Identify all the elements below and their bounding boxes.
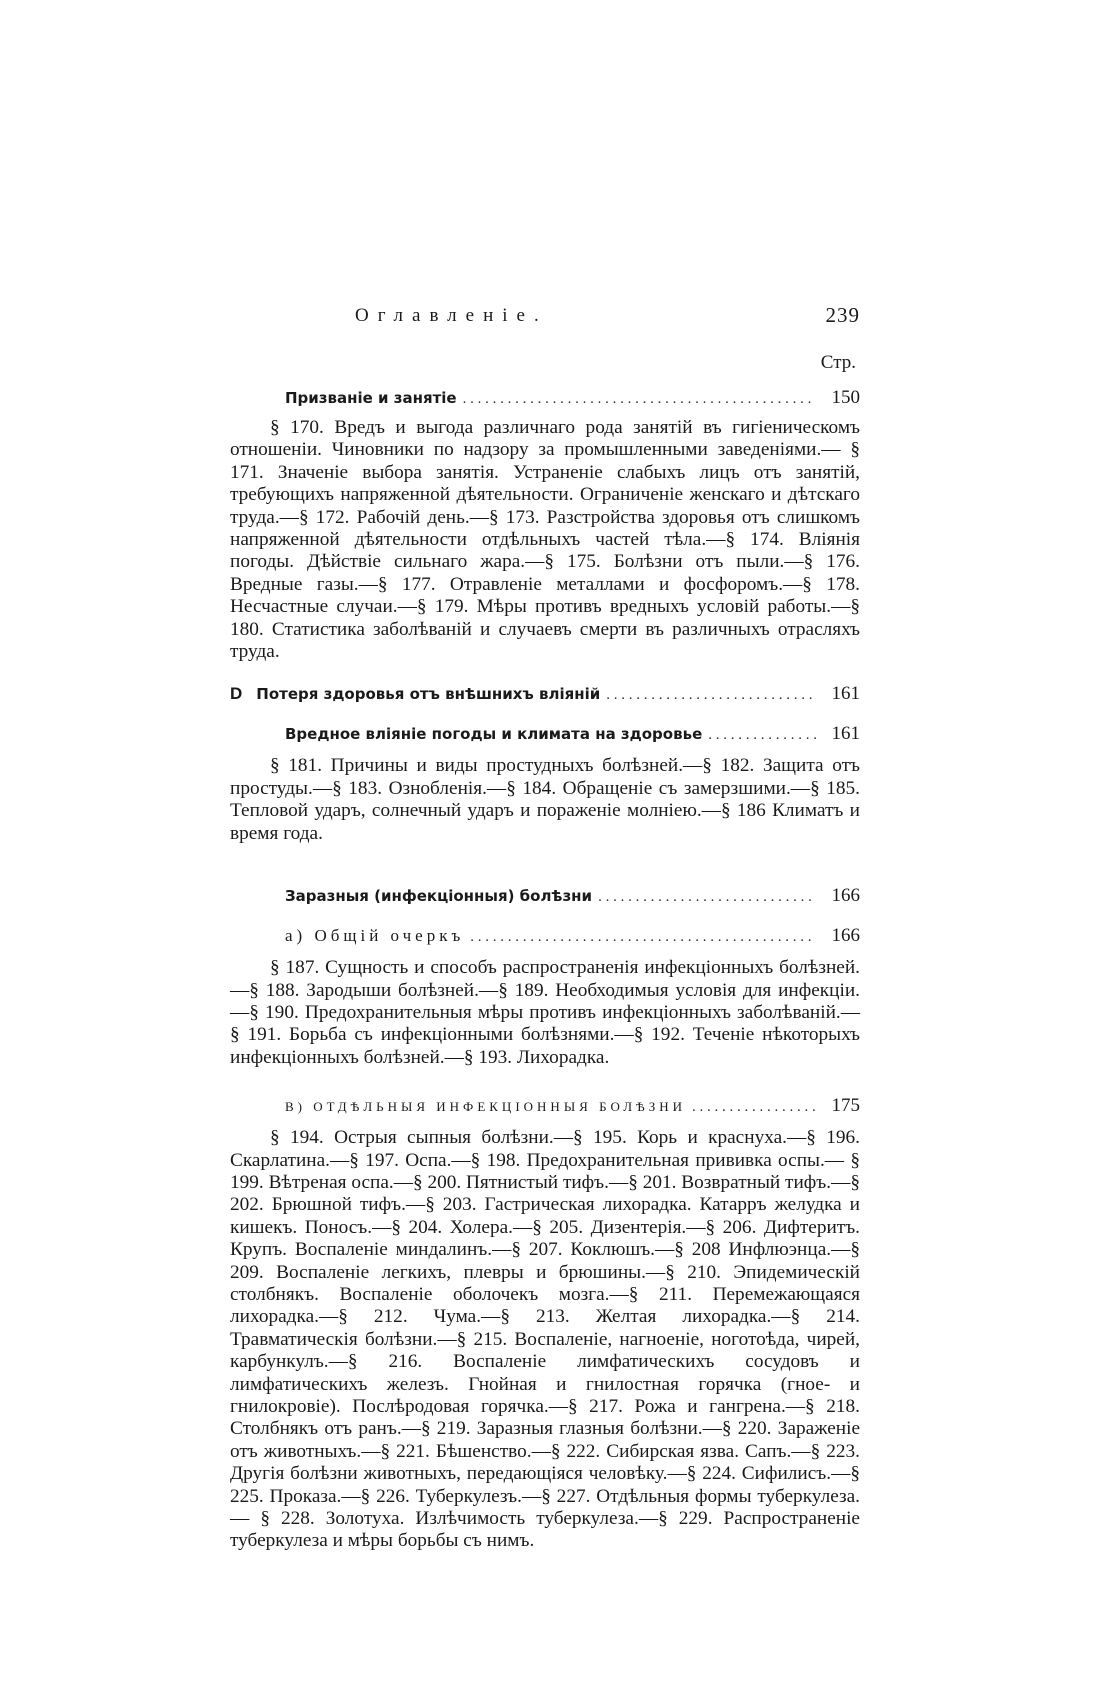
toc-entry-obshchiy (285, 925, 860, 947)
toc-entry-title: Призванiе и занятiе (285, 389, 457, 407)
toc-entry-page: 166 (831, 925, 860, 947)
dot-leader (600, 687, 816, 704)
toc-entry-page: 175 (831, 1095, 860, 1117)
running-head (230, 305, 860, 335)
dot-leader (457, 391, 816, 408)
toc-entry-title: B) ОТДѢЛЬНЫЯ ИНФЕКЦIОННЫЯ БОЛѢЗНИ (285, 1099, 687, 1115)
dot-leader (592, 889, 816, 906)
toc-entry-description: § 194. Острыя сыпныя болѣзни.—§ 195. Корь и краснуха.—§ 196. Скарлатина.—§ 197. Оспа.—§ 198. Предохранительная прививка оспы.— § 199. Вѣтреная оспа.—§ 200. Пятнистый тифъ.—§ 201. Возвратный тифъ.—§ 202. Брюшной тифъ.—§ 203. Гастрическая лихорадка. Катарръ желудка и кишекъ. Поносъ.—§ 204. Холера.—§ 205. Дизентерiя.—§ 206. Дифтеритъ. Крупъ. Воспаленiе миндалинъ.—§ 207. Коклюшъ.—§ 208 Инфлюэнца.—§ 209. Воспаленiе легкихъ, плевры и брюшины.—§ 210. Эпидемическiй столбнякъ. Воспаленiе оболочекъ мозга.—§ 211. Перемежающаяся лихорадка.—§ 212. Чума.—§ 213. Желтая лихорадка.—§ 214. Травматическiя болѣзни.—§ 215. Воспаленiе, нагноенiе, ноготоѣда, чирей, карбункулъ.—§ 216. Воспаленiе лимфатическихъ сосудовъ и лимфатическихъ железъ. Гнойная и гнилостная горячка (гное- и гнилокровiе). Послѣродовая горячка.—§ 217. Рожа и гангрена.—§ 218. Столбнякъ отъ ранъ.—§ 219. Заразныя глазныя болѣзни.—§ 220. Зараженiе отъ животныхъ.—§ 221. Бѣшенство.—§ 222. Сибирская язва. Сапъ.—§ 223. Другiя болѣзни животныхъ, передающiяся человѣку.—§ 224. Сифилисъ.—§ 225. Проказа.—§ 226. Туберкулезъ.—§ 227. Отдѣльныя формы туберкулеза.— § 228. Золотуха. Излѣчимость туберкулеза.—§ 229. Распространенiе туберкулеза и мѣры борьбы съ нимъ. (230, 1127, 860, 1552)
toc-entry-title: Заразныя (инфекцiонныя) болѣзни (285, 887, 593, 906)
table-of-contents (230, 387, 860, 1553)
page-column-label: Стр. (820, 352, 856, 373)
page (230, 0, 860, 1700)
page-number: 239 (825, 303, 860, 327)
page-title: Оглавленiе. (355, 305, 548, 326)
toc-entry-title: Вредное влiянiе погоды и климата на здоровье (285, 725, 703, 744)
dot-leader (464, 929, 816, 946)
toc-entry-page: 161 (831, 723, 860, 745)
toc-entry-zaraznyya (285, 885, 860, 907)
toc-entry-otdelnyya (285, 1095, 860, 1117)
toc-entry-title: а) Общiй очеркъ (285, 926, 465, 946)
toc-entry-description: § 187. Сущность и способъ распространенiя инфекцiонныхъ болѣзней.—§ 188. Зародыши болѣзней.—§ 189. Необходимыя условiя для инфекцiи.—§ 190. Предохранительныя мѣры противъ инфекцiонныхъ заболѣванiй.—§ 191. Борьба съ инфекцiонными болѣзнями.—§ 192. Теченiе нѣкоторыхъ инфекцiонныхъ болѣзней.—§ 193. Лихорадка. (230, 957, 860, 1068)
toc-entry-prizvanie (285, 387, 860, 409)
toc-entry-vrednoe (285, 723, 860, 745)
dot-leader (702, 727, 816, 744)
section-letter: D (230, 684, 243, 704)
toc-entry-page: 150 (831, 387, 860, 408)
toc-entry-poterya (230, 683, 860, 705)
toc-entry-description: § 170. Вредъ и выгода различнаго рода занятiй въ гигiеническомъ отношенiи. Чиновники по надзору за промышленными заведенiями.— § 171. Значенiе выбора занятiя. Устраненiе слабыхъ лицъ отъ занятiй, требующихъ напряженной дѣятельности. Ограниченiе женскаго и дѣтскаго труда.—§ 172. Рабочiй день.—§ 173. Разстройства здоровья отъ слишкомъ напряженной дѣятельности отдѣльныхъ частей тѣла.—§ 174. Влiянiя погоды. Дѣйствiе сильнаго жара.—§ 175. Болѣзни отъ пыли.—§ 176. Вредные газы.—§ 177. Отравленiе металлами и фосфоромъ.—§ 178. Несчастные случаи.—§ 179. Мѣры противъ вредныхъ условiй работы.—§ 180. Статистика заболѣванiй и случаевъ смерти въ различныхъ отрасляхъ труда. (230, 417, 860, 663)
toc-entry-page: 166 (831, 885, 860, 907)
toc-entry-description: § 181. Причины и виды простудныхъ болѣзней.—§ 182. Защита отъ простуды.—§ 183. Ознобленiя.—§ 184. Обращенiе съ замерзшими.—§ 185. Тепловой ударъ, солнечный ударъ и пораженiе молнiею.—§ 186 Климатъ и время года. (230, 755, 860, 844)
toc-entry-page: 161 (831, 683, 860, 705)
dot-leader (686, 1099, 816, 1116)
toc-entry-title: Потеря здоровья отъ внѣшнихъ влiянiй (256, 685, 601, 704)
